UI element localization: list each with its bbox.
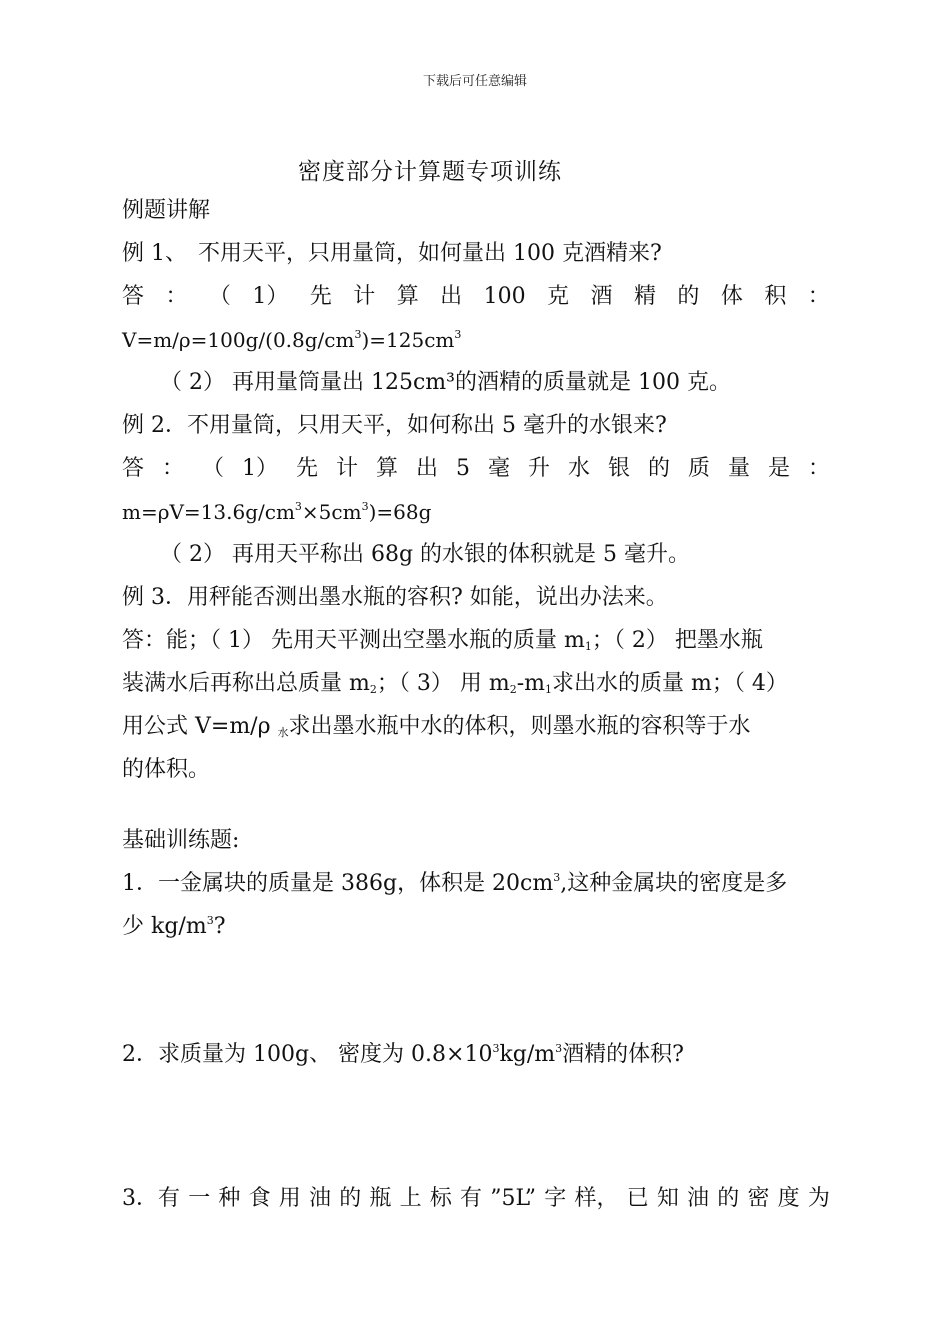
question3-line1: 3．有 一 种 食 用 油 的 瓶 上 标 有 ”5L” 字 样， 已 知 油 的 密 度 为	[122, 1186, 830, 1211]
example1-formula: $V=m/\rho=100g/(0.8g/cm^3)=125cm^3$	[122, 328, 462, 352]
example2-step2: （ 2） 再用天平称出 68g 的水银的体积就是 5 毫升。	[160, 542, 691, 567]
example1-question: 例 1、 不用天平，只用量筒，如何量出 100 克酒精来?	[122, 241, 662, 266]
example3-answer-line2: 装满水后再称出总质量 $m_2$；（ 3） 用 $m_2-m_1$求出水的质量 m；（ 4）	[122, 671, 788, 696]
example2-question: 例 2．不用量筒，只用天平，如何称出 5 毫升的水银来?	[122, 413, 667, 438]
question1-line1: 1．一金属块的质量是 386g，体积是 $20cm^3$,这种金属块的密度是多	[122, 871, 788, 896]
section-heading-basic: 基础训练题:	[122, 828, 240, 853]
page-header-note: 下载后可任意编辑	[422, 74, 527, 89]
section-heading-examples: 例题讲解	[122, 198, 211, 223]
example3-answer-line4: 的体积。	[122, 757, 211, 782]
example2-answer-line: 答 ： （ 1） 先 计 算 出 5 毫 升 水 银 的 质 量 是 ：	[122, 456, 830, 481]
example1-step2: （ 2） 再用量筒量出 125cm³的酒精的质量就是 100 克。	[160, 370, 731, 395]
page-title: 密度部分计算题专项训练	[298, 159, 562, 185]
example3-answer-line1: 答：能；（ 1） 先用天平测出空墨水瓶的质量 $m_1$；（ 2） 把墨水瓶	[122, 628, 763, 653]
example1-answer-line: 答 ： （ 1） 先 计 算 出 100 克 酒 精 的 体 积 ：	[122, 284, 830, 309]
example2-formula: $m=\rho V=13.6g/cm^3\times 5cm^3)=68g$	[122, 500, 432, 524]
example3-question: 例 3．用秤能否测出墨水瓶的容积? 如能，说出办法来。	[122, 585, 668, 610]
question1-line2: 少 $kg/m^3$?	[122, 914, 226, 939]
question2: 2．求质量为 100g、 密度为 $0.8\times 10^3kg/m^3$酒精的体积?	[122, 1042, 684, 1067]
example3-answer-line3: 用公式 V=m/ρ $_水$求出墨水瓶中水的体积，则墨水瓶的容积等于水	[122, 714, 751, 739]
